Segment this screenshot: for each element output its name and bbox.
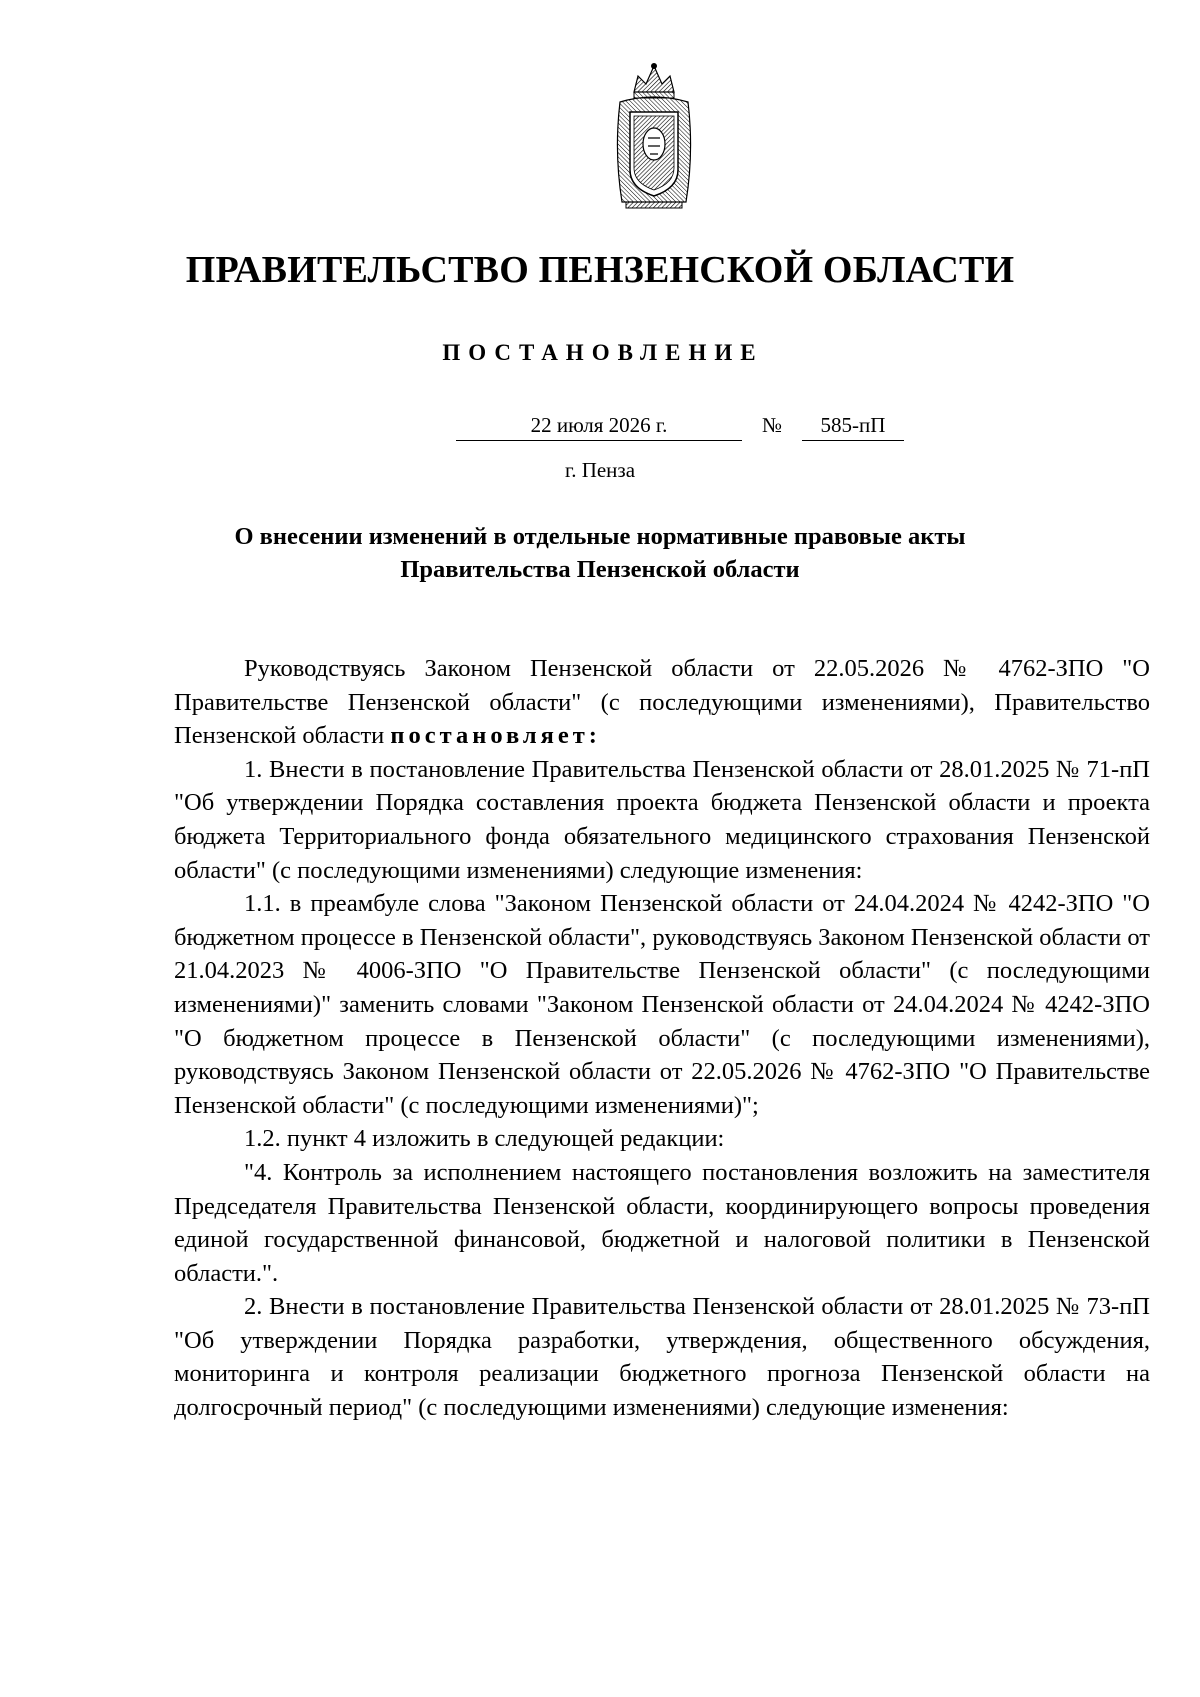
government-title: ПРАВИТЕЛЬСТВО ПЕНЗЕНСКОЙ ОБЛАСТИ xyxy=(185,249,1015,291)
number-sign: № xyxy=(761,413,783,437)
document-number: 585-пП xyxy=(802,410,904,441)
resolves-word: постановляет: xyxy=(390,722,601,750)
document-body xyxy=(174,652,1150,1425)
paragraph-1: 1. Внести в постановление Правительства Пензенской области от 28.01.2025 № 71-пП "Об утверждении Порядка составления проекта бюджета Пензенской области и проекта бюджета Территориального фонда обязательного медицинского страхования Пензенской области" (с последующими изменениями) следующие изменения: xyxy=(174,755,1150,884)
subject-line-2: Правительства Пензенской области xyxy=(400,556,800,583)
document-date: 22 июля 2026 г. xyxy=(456,410,742,441)
paragraph-1-2-quote: "4. Контроль за исполнением настоящего постановления возложить на заместителя Председателя Правительства Пензенской области, координирующего вопросы проведения единой государственной финансовой, бюджетной и налоговой политики в Пензенской области.". xyxy=(174,1158,1150,1287)
document-subject xyxy=(160,520,1040,586)
subject-line-1: О внесении изменений в отдельные нормативные правовые акты xyxy=(234,523,966,550)
document-requisites xyxy=(456,410,904,446)
document-type: ПОСТАНОВЛЕНИЕ xyxy=(442,340,764,365)
coat-of-arms-emblem xyxy=(612,62,696,212)
paragraph-1-1: 1.1. в преамбуле слова "Законом Пензенской области от 24.04.2024 № 4242-ЗПО "О бюджетном процессе в Пензенской области", руководствуясь Законом Пензенской области от 21.04.2023 № 4006-ЗПО "О Правительстве Пензенской области" (с последующими изменениями)" заменить словами "Законом Пензенской области от 24.04.2024 № 4242-ЗПО "О бюджетном процессе в Пензенской области" (с последующими изменениями), руководствуясь Законом Пензенской области от 22.05.2026 № 4762-ЗПО "О Правительстве Пензенской области" (с последующими изменениями)"; xyxy=(174,890,1150,1119)
paragraph-2: 2. Внести в постановление Правительства Пензенской области от 28.01.2025 № 73-пП "Об утверждении Порядка разработки, утверждения, общественного обсуждения, мониторинга и контроля реализации бюджетного прогноза Пензенской области на долгосрочный период" (с последующими изменениями) следующие изменения: xyxy=(174,1293,1150,1422)
paragraph-1-2: 1.2. пункт 4 изложить в следующей редакции: xyxy=(244,1125,725,1153)
preamble-text: Руководствуясь Законом Пензенской области от 22.05.2026 № 4762-ЗПО "О Правительстве Пензенской области" (с последующими изменениями), Правительство Пензенской области xyxy=(174,655,1150,750)
preamble-paragraph xyxy=(174,652,1150,753)
document-city: г. Пенза xyxy=(564,458,636,482)
